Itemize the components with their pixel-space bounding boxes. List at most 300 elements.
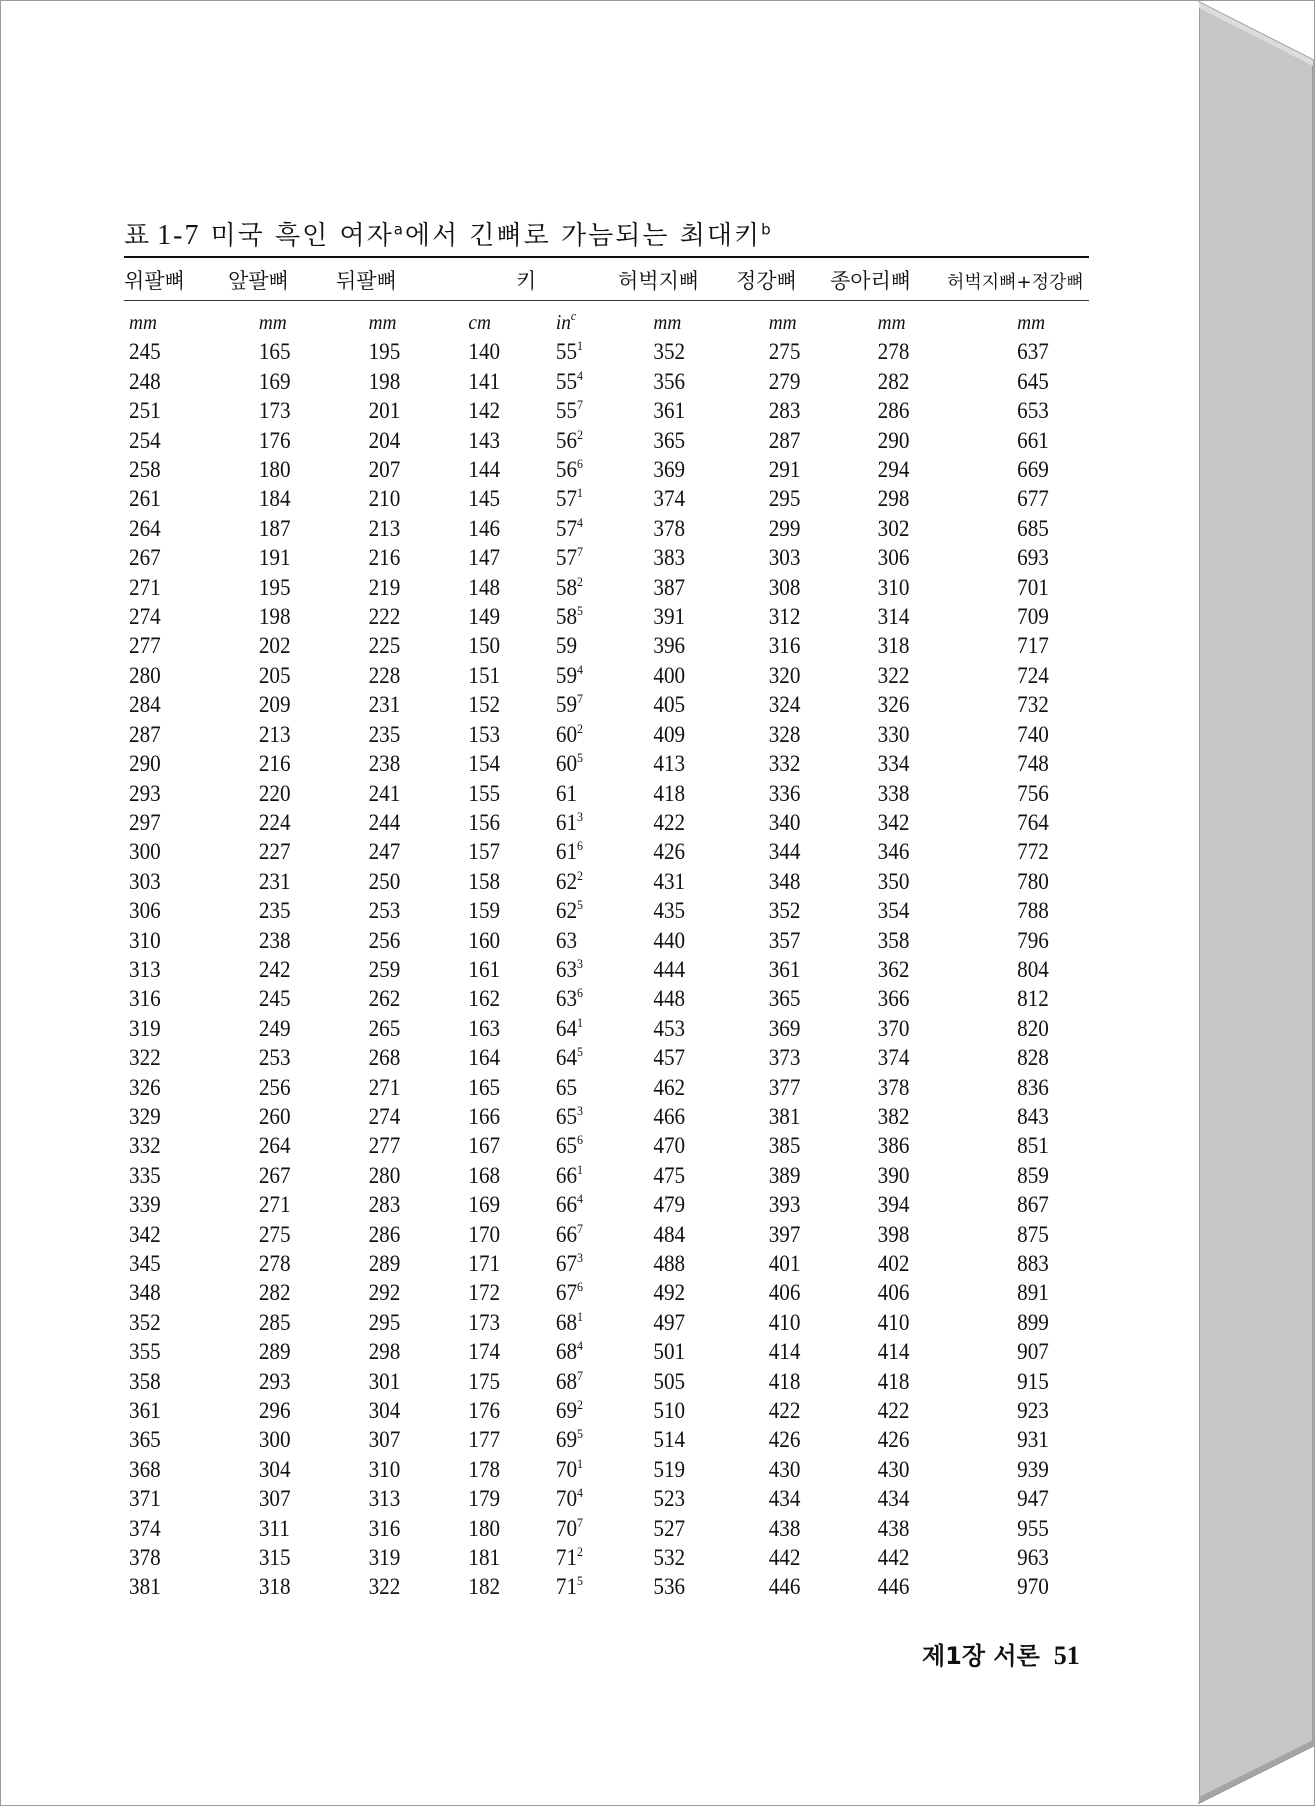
table-cell xyxy=(361,1249,459,1278)
table-row xyxy=(124,837,1084,866)
table-cell-value: 167 xyxy=(468,1133,501,1159)
unit-cell xyxy=(869,308,993,337)
table-cell xyxy=(361,1102,459,1131)
table-row xyxy=(124,720,1084,749)
inch-cell-value: 70 xyxy=(555,1486,578,1512)
table-cell-value: 796 xyxy=(1017,927,1049,953)
table-cell-value: 350 xyxy=(877,868,910,894)
page-footer xyxy=(922,1636,1080,1671)
table-cell-value: 227 xyxy=(258,839,291,865)
table-cell-value: 510 xyxy=(653,1398,686,1424)
table-cell xyxy=(653,1043,754,1072)
table-cell-value: 389 xyxy=(768,1162,801,1188)
unit-cell xyxy=(763,308,860,337)
table-cell xyxy=(653,1308,754,1337)
table-cell xyxy=(467,1102,549,1131)
inch-cell-fraction: 1 xyxy=(577,1308,584,1324)
table-cell-value: 701 xyxy=(1017,574,1049,600)
inch-cell-fraction: 3 xyxy=(577,955,584,971)
table-row xyxy=(124,1514,1084,1543)
table-cell-value: 434 xyxy=(768,1486,801,1512)
unit-cell xyxy=(1002,308,1080,337)
table-cell xyxy=(869,484,993,513)
table-cell-value: 457 xyxy=(653,1045,686,1071)
table-cell xyxy=(129,367,244,396)
table-cell-value: 812 xyxy=(1017,986,1049,1012)
table-cell xyxy=(253,1308,352,1337)
unit-cell-value: mm xyxy=(129,310,157,334)
unit-cell xyxy=(556,308,645,337)
table-cell xyxy=(763,602,860,631)
table-cell-value: 426 xyxy=(768,1427,801,1453)
table-cell xyxy=(129,1337,244,1366)
inch-cell-value: 55 xyxy=(555,368,578,394)
table-cell-value: 173 xyxy=(468,1309,501,1335)
inch-cell xyxy=(556,1367,645,1396)
table-cell xyxy=(361,396,459,425)
table-cell xyxy=(253,749,352,778)
table-cell xyxy=(361,1337,459,1366)
table-cell-value: 369 xyxy=(768,1015,801,1041)
table-cell-value: 354 xyxy=(877,898,910,924)
table-cell xyxy=(1002,955,1080,984)
inch-cell xyxy=(556,661,645,690)
table-cell-value: 418 xyxy=(877,1368,910,1394)
table-cell-value: 394 xyxy=(877,1192,910,1218)
inch-cell xyxy=(556,396,645,425)
table-cell xyxy=(869,749,993,778)
table-cell xyxy=(869,631,993,660)
table-cell xyxy=(869,1131,993,1160)
table-cell xyxy=(467,926,549,955)
inch-cell-value: 65 xyxy=(555,1133,578,1159)
inch-cell-fraction: 6 xyxy=(577,456,584,472)
table-cell-value: 332 xyxy=(768,751,801,777)
table-cell-value: 289 xyxy=(368,1251,401,1276)
table-cell-value: 732 xyxy=(1017,692,1049,718)
table-cell xyxy=(763,1425,860,1454)
table-cell xyxy=(361,1367,459,1396)
table-cell xyxy=(869,690,993,719)
table-cell-value: 740 xyxy=(1017,721,1049,747)
inch-cell xyxy=(556,1514,645,1543)
table-row xyxy=(124,896,1084,925)
table-cell-value: 250 xyxy=(368,868,401,894)
inch-cell xyxy=(556,1308,645,1337)
table-cell-value: 426 xyxy=(877,1427,910,1453)
table-cell xyxy=(129,1249,244,1278)
table-cell-value: 804 xyxy=(1017,956,1049,982)
table-cell xyxy=(653,1278,754,1307)
inch-cell-value: 56 xyxy=(555,457,578,483)
inch-cell-fraction: 3 xyxy=(577,1102,584,1118)
table-cell xyxy=(467,1278,549,1307)
table-cell xyxy=(1002,1073,1080,1102)
inch-cell xyxy=(556,543,645,572)
table-cell-value: 382 xyxy=(877,1103,910,1129)
table-cell xyxy=(467,1455,549,1484)
table-cell xyxy=(763,1543,860,1572)
table-cell-value: 397 xyxy=(768,1221,801,1247)
stature-table xyxy=(124,308,1084,1602)
table-cell-value: 182 xyxy=(468,1574,501,1600)
table-cell xyxy=(869,1455,993,1484)
table-cell-value: 387 xyxy=(653,574,686,600)
table-cell-value: 244 xyxy=(368,809,401,835)
table-cell-value: 216 xyxy=(368,545,401,571)
table-cell-value: 756 xyxy=(1017,780,1049,806)
table-cell-value: 159 xyxy=(468,898,501,924)
table-cell xyxy=(763,396,860,425)
table-cell xyxy=(763,484,860,513)
table-cell-value: 348 xyxy=(768,868,801,894)
table-cell-value: 717 xyxy=(1017,633,1049,659)
table-cell xyxy=(361,1043,459,1072)
table-cell xyxy=(653,1455,754,1484)
table-cell xyxy=(763,1396,860,1425)
table-cell-value: 440 xyxy=(653,927,686,953)
table-cell-value: 285 xyxy=(258,1309,291,1335)
table-cell xyxy=(763,661,860,690)
table-cell xyxy=(1002,808,1080,837)
table-cell-value: 245 xyxy=(258,986,291,1012)
inch-cell-value: 64 xyxy=(555,1015,578,1041)
table-cell xyxy=(253,867,352,896)
table-cell-value: 275 xyxy=(768,339,801,365)
table-cell-value: 326 xyxy=(877,692,910,718)
unit-cell-value: in xyxy=(555,310,571,334)
table-cell xyxy=(869,808,993,837)
table-cell xyxy=(253,1190,352,1219)
table-cell xyxy=(129,631,244,660)
table-cell xyxy=(763,867,860,896)
table-cell-value: 241 xyxy=(368,780,401,806)
table-cell-value: 709 xyxy=(1017,604,1049,630)
unit-cell-value: mm xyxy=(368,310,397,334)
inch-cell-fraction: 1 xyxy=(577,485,584,501)
table-cell-value: 198 xyxy=(368,368,401,394)
table-cell-value: 176 xyxy=(258,427,291,453)
table-cell-value: 311 xyxy=(258,1515,290,1541)
table-cell-value: 300 xyxy=(258,1427,291,1453)
table-cell xyxy=(869,1543,993,1572)
inch-cell-fraction: 2 xyxy=(577,1544,584,1560)
table-cell-value: 207 xyxy=(368,457,401,483)
table-cell-value: 156 xyxy=(468,809,501,835)
inch-cell xyxy=(556,955,645,984)
table-cell-value: 297 xyxy=(129,809,161,835)
table-cell xyxy=(869,573,993,602)
table-cell-value: 466 xyxy=(653,1103,686,1129)
table-cell-value: 280 xyxy=(368,1162,401,1188)
table-cell xyxy=(763,808,860,837)
table-cell-value: 527 xyxy=(653,1515,686,1541)
table-cell xyxy=(1002,926,1080,955)
table-cell xyxy=(361,573,459,602)
table-cell-value: 143 xyxy=(468,427,501,453)
table-cell-value: 764 xyxy=(1017,809,1049,835)
table-cell xyxy=(129,955,244,984)
table-cell xyxy=(467,690,549,719)
table-cell xyxy=(869,1161,993,1190)
table-cell-value: 385 xyxy=(768,1133,801,1159)
table-cell xyxy=(869,543,993,572)
inch-cell xyxy=(556,896,645,925)
table-cell-value: 231 xyxy=(258,868,291,894)
table-cell-value: 306 xyxy=(129,898,161,924)
table-cell-value: 357 xyxy=(768,927,801,953)
table-cell xyxy=(253,1543,352,1572)
table-cell-value: 256 xyxy=(368,927,401,953)
unit-cell xyxy=(467,308,549,337)
table-cell-value: 479 xyxy=(653,1192,686,1218)
table-cell xyxy=(253,1514,352,1543)
table-cell-value: 373 xyxy=(768,1045,801,1071)
table-cell xyxy=(1002,1131,1080,1160)
table-cell-value: 195 xyxy=(258,574,291,600)
table-cell-value: 291 xyxy=(768,457,801,483)
table-cell-value: 434 xyxy=(877,1486,910,1512)
table-cell-value: 302 xyxy=(877,515,910,541)
unit-cell-value: mm xyxy=(258,310,287,334)
table-row xyxy=(124,955,1084,984)
inch-cell-fraction: 6 xyxy=(577,1279,584,1295)
table-cell xyxy=(869,1102,993,1131)
table-cell-value: 277 xyxy=(129,633,161,659)
table-cell xyxy=(1002,337,1080,366)
inch-cell-fraction: 5 xyxy=(577,897,584,913)
footnote-b: b xyxy=(761,220,773,239)
table-cell xyxy=(129,1073,244,1102)
inch-cell-fraction: 5 xyxy=(577,1044,584,1060)
col-header-femur-tibia: 허벅지뼈+정강뼈 xyxy=(947,272,1084,293)
table-cell xyxy=(467,896,549,925)
table-cell xyxy=(869,926,993,955)
table-cell-value: 867 xyxy=(1017,1192,1049,1218)
table-cell xyxy=(253,337,352,366)
table-cell xyxy=(1002,1278,1080,1307)
table-cell-value: 268 xyxy=(368,1045,401,1071)
table-cell-value: 377 xyxy=(768,1074,801,1100)
inch-cell-fraction: 7 xyxy=(577,544,584,560)
inch-cell xyxy=(556,1278,645,1307)
table-row xyxy=(124,867,1084,896)
table-cell-value: 352 xyxy=(653,339,686,365)
table-cell xyxy=(467,514,549,543)
table-row xyxy=(124,1425,1084,1454)
table-cell xyxy=(869,984,993,1013)
table-cell xyxy=(763,896,860,925)
table-cell-value: 166 xyxy=(468,1103,501,1129)
table-cell-value: 301 xyxy=(368,1368,401,1394)
table-cell-value: 180 xyxy=(258,457,291,483)
table-cell xyxy=(1002,720,1080,749)
table-cell xyxy=(1002,1014,1080,1043)
table-cell-value: 365 xyxy=(768,986,801,1012)
inch-cell-fraction: 5 xyxy=(577,603,584,619)
table-cell xyxy=(129,661,244,690)
inch-cell xyxy=(556,337,645,366)
table-cell-value: 201 xyxy=(368,398,401,424)
table-cell xyxy=(1002,1102,1080,1131)
table-cell-value: 319 xyxy=(368,1545,401,1571)
table-cell-value: 342 xyxy=(129,1221,161,1247)
table-cell xyxy=(467,631,549,660)
table-title-text2: 에서 긴뼈로 가늠되는 최대키 xyxy=(404,221,762,251)
table-cell xyxy=(763,426,860,455)
table-cell-value: 907 xyxy=(1017,1339,1049,1365)
table-cell-value: 162 xyxy=(468,986,501,1012)
table-row xyxy=(124,1102,1084,1131)
table-cell-value: 149 xyxy=(468,604,501,630)
page-number: 51 xyxy=(1053,1641,1080,1670)
table-cell-value: 181 xyxy=(468,1545,501,1571)
table-cell-value: 685 xyxy=(1017,515,1049,541)
table-row xyxy=(124,484,1084,513)
unit-cell-fraction: c xyxy=(570,308,577,323)
table-cell-value: 258 xyxy=(129,457,161,483)
table-cell-value: 295 xyxy=(768,486,801,512)
table-cell-value: 438 xyxy=(768,1515,801,1541)
table-cell xyxy=(1002,1455,1080,1484)
table-cell xyxy=(129,1484,244,1513)
table-cell xyxy=(869,837,993,866)
table-cell xyxy=(253,926,352,955)
table-cell-value: 329 xyxy=(129,1103,161,1129)
table-cell-value: 271 xyxy=(129,574,161,600)
table-cell xyxy=(653,1161,754,1190)
table-cell-value: 274 xyxy=(368,1103,401,1129)
table-cell xyxy=(253,1455,352,1484)
table-cell-value: 235 xyxy=(368,721,401,747)
inch-cell-value: 70 xyxy=(555,1456,578,1482)
table-cell xyxy=(1002,1543,1080,1572)
inch-cell-value: 68 xyxy=(555,1339,578,1365)
table-cell-value: 296 xyxy=(258,1398,291,1424)
table-cell xyxy=(869,779,993,808)
table-cell xyxy=(129,455,244,484)
table-cell-value: 336 xyxy=(768,780,801,806)
table-row xyxy=(124,573,1084,602)
table-row xyxy=(124,779,1084,808)
table-cell-value: 637 xyxy=(1017,339,1049,365)
table-cell-value: 963 xyxy=(1017,1545,1049,1571)
table-cell-value: 355 xyxy=(129,1339,161,1365)
inch-cell-fraction: 2 xyxy=(577,1397,584,1413)
table-cell xyxy=(1002,867,1080,896)
table-cell xyxy=(467,1043,549,1072)
unit-cell-value: mm xyxy=(877,310,906,334)
table-cell xyxy=(361,1073,459,1102)
table-cell xyxy=(763,837,860,866)
table-cell xyxy=(1002,1220,1080,1249)
inch-cell-fraction: 4 xyxy=(577,1485,584,1501)
table-cell xyxy=(1002,1396,1080,1425)
table-cell-value: 324 xyxy=(768,692,801,718)
table-cell-value: 358 xyxy=(877,927,910,953)
inch-cell-value: 66 xyxy=(555,1221,578,1247)
table-cell xyxy=(653,543,754,572)
table-cell-value: 915 xyxy=(1017,1368,1049,1394)
table-cell xyxy=(467,1484,549,1513)
table-cell-value: 304 xyxy=(258,1456,291,1482)
table-cell-value: 322 xyxy=(129,1045,161,1071)
table-cell xyxy=(763,1308,860,1337)
table-cell xyxy=(653,602,754,631)
table-cell xyxy=(361,896,459,925)
table-cell-value: 164 xyxy=(468,1045,501,1071)
table-row xyxy=(124,367,1084,396)
table-cell xyxy=(129,779,244,808)
inch-cell-value: 59 xyxy=(555,692,578,718)
table-cell xyxy=(129,602,244,631)
table-cell xyxy=(361,426,459,455)
table-cell-value: 271 xyxy=(258,1192,291,1218)
table-cell-value: 318 xyxy=(258,1574,291,1600)
table-cell-value: 283 xyxy=(768,398,801,424)
table-cell-value: 442 xyxy=(877,1545,910,1571)
table-cell-value: 386 xyxy=(877,1133,910,1159)
table-cell-value: 224 xyxy=(258,809,291,835)
table-cell xyxy=(129,1278,244,1307)
table-cell-value: 780 xyxy=(1017,868,1049,894)
table-cell xyxy=(129,984,244,1013)
table-cell xyxy=(763,1249,860,1278)
table-row xyxy=(124,396,1084,425)
table-row xyxy=(124,749,1084,778)
inch-cell xyxy=(556,1455,645,1484)
table-cell-value: 298 xyxy=(368,1339,401,1365)
table-cell xyxy=(129,867,244,896)
table-cell xyxy=(129,1102,244,1131)
table-cell xyxy=(653,396,754,425)
table-cell xyxy=(869,1367,993,1396)
inch-cell xyxy=(556,1543,645,1572)
table-cell xyxy=(361,484,459,513)
inch-cell-value: 63 xyxy=(555,986,578,1012)
table-cell xyxy=(653,837,754,866)
table-cell xyxy=(361,779,459,808)
inch-cell xyxy=(556,867,645,896)
table-row xyxy=(124,1484,1084,1513)
table-cell-value: 145 xyxy=(468,486,501,512)
table-cell-value: 931 xyxy=(1017,1427,1049,1453)
table-row xyxy=(124,1396,1084,1425)
table-cell xyxy=(763,337,860,366)
inch-cell-value: 67 xyxy=(555,1280,578,1306)
inch-cell xyxy=(556,984,645,1013)
inch-cell xyxy=(556,455,645,484)
inch-cell xyxy=(556,367,645,396)
table-cell xyxy=(869,396,993,425)
inch-cell-fraction: 5 xyxy=(577,1573,584,1589)
table-cell xyxy=(129,1367,244,1396)
table-cell-value: 484 xyxy=(653,1221,686,1247)
table-cell xyxy=(467,1572,549,1601)
inch-cell-fraction: 3 xyxy=(577,1250,584,1265)
table-cell xyxy=(869,1043,993,1072)
table-cell xyxy=(361,1014,459,1043)
inch-cell-value: 60 xyxy=(555,721,578,747)
table-cell-value: 332 xyxy=(129,1133,161,1159)
table-cell xyxy=(129,543,244,572)
table-cell-value: 260 xyxy=(258,1103,291,1129)
table-row xyxy=(124,1073,1084,1102)
table-cell-value: 406 xyxy=(768,1280,801,1306)
table-cell xyxy=(1002,1190,1080,1219)
table-cell-value: 264 xyxy=(258,1133,291,1159)
inch-cell xyxy=(556,514,645,543)
